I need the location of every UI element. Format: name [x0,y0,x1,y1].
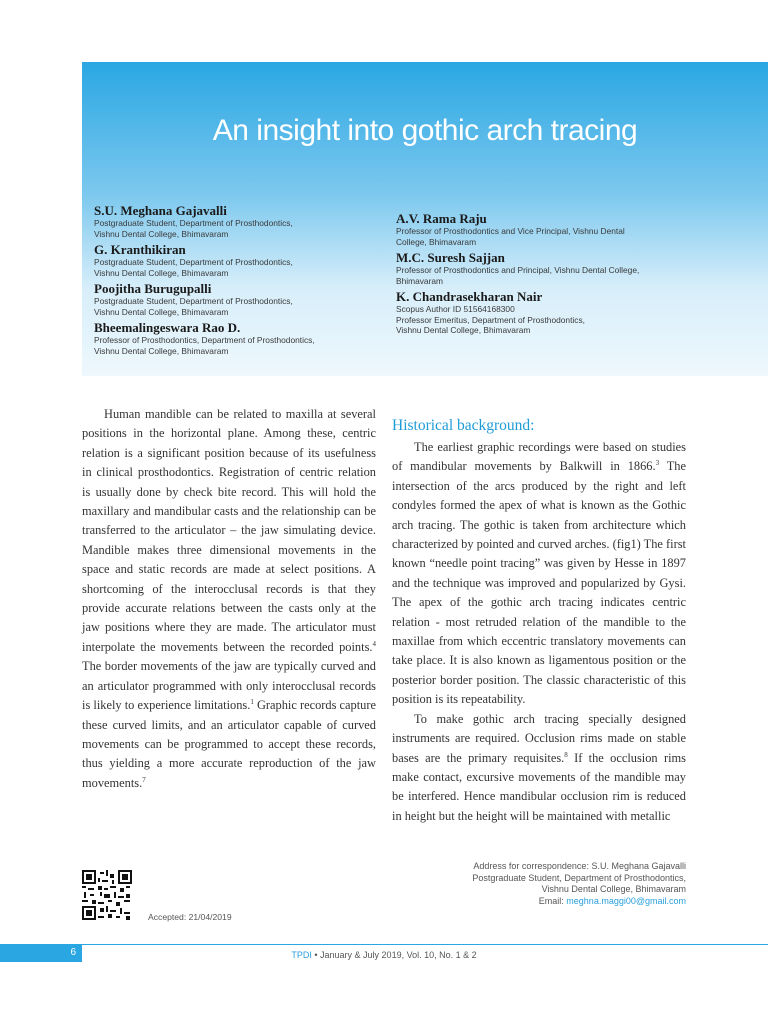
email-link[interactable]: meghna.maggi00@gmail.com [566,895,686,906]
author-affiliation: Scopus Author ID 51564168300 Professor Emeritus, Department of Prosthodontics, Vishnu Dental College, Bhimavaram [396,304,585,335]
text-run: Graphic records capture these curved limits, and an articulator capable of curved movements can be programmed to accept these records, thus yielding a more accurate reproduction of the jaw movements. [82,698,376,790]
authors-left [94,203,364,359]
email-label: Email: [538,895,567,906]
correspondence-email-row [380,896,686,908]
body-column-right [392,416,686,826]
author-block [94,281,364,317]
author-block [94,242,364,278]
reference-marker: 4 [372,639,376,648]
author-affiliation: Postgraduate Student, Department of Prosthodontics, Vishnu Dental College, Bhimavaram [94,218,293,239]
author-affiliation: Postgraduate Student, Department of Prosthodontics, Vishnu Dental College, Bhimavaram [94,296,293,317]
text-run: Human mandible can be related to maxilla at several positions in the horizontal plane. Among these, centric relation is a significant position because of its usefulness in clinical prosthodontics. Registration of centric relation is usually done by check bite record. This will hold the maxillary and mandibular casts and the relationship can be transferred to the articulator – the jaw simulating device. Mandible makes three dimensional movements in the space and static records are made at select positions. A shortcoming of the interocclusal records is that they provide accurate relations between the casts only at the jaw positions where they are made. The articulator must interpolate the movements between the recorded points. [82,407,376,654]
text-run: To make gothic arch tracing specially designed instruments are required. Occlusion rims made on stable bases are the primary requisites. [392,711,686,765]
author-affiliation: Postgraduate Student, Department of Prosthodontics, Vishnu Dental College, Bhimavaram [94,257,293,278]
page-number: 6 [70,947,76,958]
accepted-date: Accepted: 21/04/2019 [148,912,232,922]
journal-issue: • January & July 2019, Vol. 10, No. 1 & 2 [311,950,477,960]
author-name: Bheemalingeswara Rao D. [94,320,241,335]
author-name: K. Chandrasekharan Nair [396,289,543,304]
paragraph [82,405,376,793]
author-block [396,289,696,336]
text-run: The border movements of the jaw are typically curved and an articulator programmed with only interocclusal records is likely to experience limitations. [82,659,376,713]
author-name: Poojitha Burugupalli [94,281,212,296]
reference-marker: 8 [564,750,568,759]
author-name: A.V. Rama Raju [396,211,487,226]
author-block [396,211,696,247]
author-block [94,203,364,239]
reference-marker: 7 [142,775,146,784]
correspondence-line: Vishnu Dental College, Bhimavaram [541,884,686,895]
text-run: The earliest graphic recordings were based on studies of mandibular movements by Balkwill in 1866. [392,440,686,474]
author-block [396,250,696,286]
author-affiliation: Professor of Prosthodontics, Department of Prosthodontics, Vishnu Dental College, Bhimavaram [94,335,315,356]
footer-rule [0,944,768,945]
correspondence-block [380,861,686,907]
qr-code-icon [82,870,132,920]
correspondence-line: Postgraduate Student, Department of Prosthodontics, [472,872,686,883]
correspondence-line: Address for correspondence: S.U. Meghana Gajavalli [473,861,686,871]
authors-right [396,211,696,339]
body-column-left [82,405,376,793]
journal-name: TPDI [291,950,312,960]
section-heading: Historical background: [392,417,535,434]
reference-marker: 1 [250,697,254,706]
reference-marker: 3 [655,459,660,468]
paragraph [392,710,686,826]
author-block [94,320,364,356]
text-run: If the occlusion rims make contact, excursive movements of the mandible may be interfered. Hence mandibular occlusion rim is reduced in height but the height will be maintained with metallic [392,750,686,823]
author-affiliation: Professor of Prosthodontics and Principal, Vishnu Dental College, Bhimavaram [396,265,640,286]
paragraph [392,438,686,710]
author-affiliation: Professor of Prosthodontics and Vice Principal, Vishnu Dental College, Bhimavaram [396,226,625,247]
text-run: The intersection of the arcs produced by the right and left condyles formed the apex of what is known as the Gothic arch tracing. The gothic is taken from architecture which characterized by pointed and curved arches. (fig1) The first known “needle point tracing” was given by Hesse in 1897 and the technique was improved and popularized by Gysi. The apex of the gothic arch tracing indicates centric relation - most retruded relation of the mandible to the maxillae from which eccentric translatory movements can take place. It is also known as ligamentous position or the posterior border position. The classic characteristic of this position is its repeatability. [392,459,686,707]
author-name: G. Kranthikiran [94,242,186,257]
article-title: An insight into gothic arch tracing [212,114,638,147]
journal-footer [0,950,768,960]
author-name: S.U. Meghana Gajavalli [94,203,227,218]
author-name: M.C. Suresh Sajjan [396,250,505,265]
